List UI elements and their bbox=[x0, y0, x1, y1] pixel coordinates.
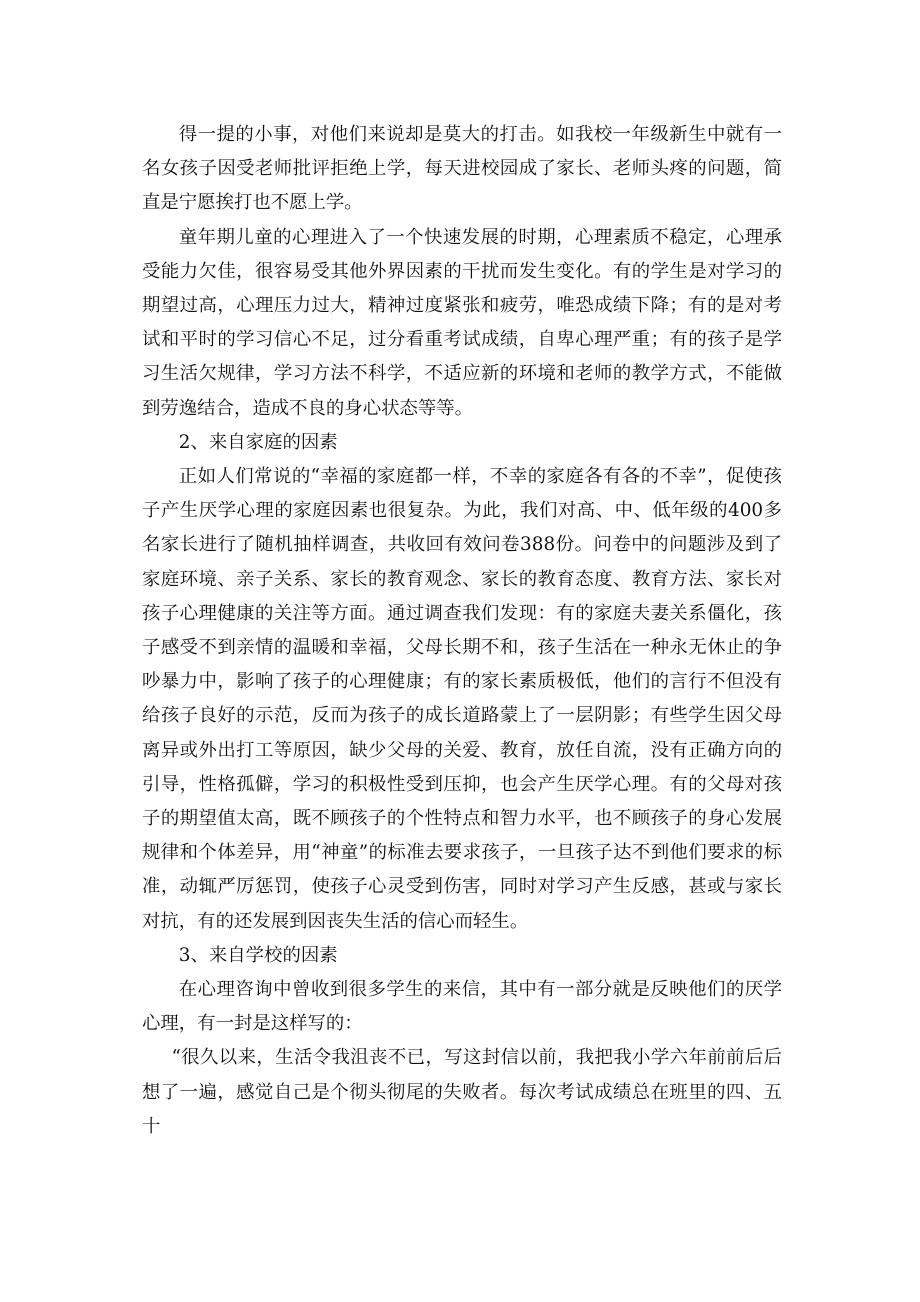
document-page bbox=[142, 118, 782, 1144]
section-heading-family: 2、来自家庭的因素 bbox=[178, 431, 338, 453]
paragraph-school-letters: 在心理咨询中曾收到很多学生的来信，其中有一部分就是反映他们的厌学心理，有一封是这样写的： bbox=[142, 979, 782, 1035]
paragraph-child-psychology: 童年期儿童的心理进入了一个快速发展的时期，心理素质不稳定，心理承受能力欠佳，很容易受其他外界因素的干扰而发生变化。有的学生是对学习的期望过高，心理压力过大，精神过度紧张和疲劳，唯恐成绩下降；有的是对考试和平时的学习信心不足，过分看重考试成绩，自卑心理严重；有的孩子是学习生活欠规律，学习方法不科学，不适应新的环境和老师的教学方式，不能做到劳逸结合，造成不良的身心状态等等。 bbox=[142, 226, 782, 419]
paragraph-family-factors: 正如人们常说的“幸福的家庭都一样，不幸的家庭各有各的不幸”，促使孩子产生厌学心理的家庭因素也很复杂。为此，我们对高、中、低年级的400多名家长进行了随机抽样调查，共收回有效问卷388份。问卷中的问题涉及到了家庭环境、亲子关系、家长的教育观念、家长的教育态度、教育方法、家长对孩子心理健康的关注等方面。通过调查我们发现：有的家庭夫妻关系僵化，孩子感受不到亲情的温暖和幸福，父母长期不和，孩子生活在一种永无休止的争吵暴力中，影响了孩子的心理健康；有的家长素质极低，他们的言行不但没有给孩子良好的示范，反而为孩子的成长道路蒙上了一层阴影；有些学生因父母离异或外出打工等原因，缺少父母的关爱、教育，放任自流，没有正确方向的引导，性格孤僻，学习的积极性受到压抑，也会产生厌学心理。有的父母对孩子的期望值太高，既不顾孩子的个性特点和智力水平，也不顾孩子的身心发展规律和个体差异，用“神童”的标准去要求孩子，一旦孩子达不到他们要求的标准，动辄严厉惩罚，使孩子心灵受到伤害，同时对学习产生反感，甚或与家长对抗，有的还发展到因丧失生活的信心而轻生。 bbox=[142, 466, 782, 932]
paragraph-continued: 得一提的小事，对他们来说却是莫大的打击。如我校一年级新生中就有一名女孩子因受老师批评拒绝上学，每天进校园成了家长、老师头疼的问题，简直是宁愿挨打也不愿上学。 bbox=[142, 124, 782, 214]
section-heading-school: 3、来自学校的因素 bbox=[178, 944, 338, 966]
paragraph-letter-quote: “很久以来，生活令我沮丧不已，写这封信以前，我把我小学六年前前后后想了一遍，感觉自己是个彻头彻尾的失败者。每次考试成绩总在班里的四、五十 bbox=[142, 1047, 782, 1137]
